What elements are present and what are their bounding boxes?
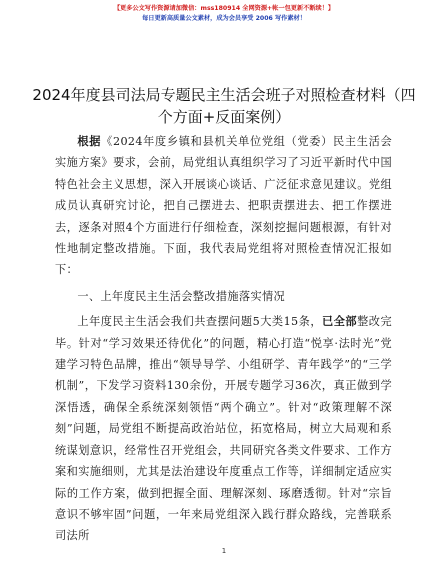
header-banner [0, 4, 448, 24]
section-heading: 一、上年度民主生活会整改措施落实情况 [77, 289, 286, 303]
document-title: 2024年度县司法局专题民主生活会班子对照检查材料（四个方面+反面案例） [32, 86, 416, 126]
intro-paragraph [55, 131, 392, 281]
banner-line-2: 每日更新高质量公文素材，成为会员享受 2006 写作素材！ [142, 15, 306, 22]
page-number: 1 [221, 547, 227, 555]
section-paragraph-bold: 已全部 [322, 314, 358, 329]
intro-text: 《2024年度乡镇和县机关单位党组（党委）民主生活会实施方案》要求，会前，局党组认真组织学习了习近平新时代中国特色社会主义思想，深入开展谈心谈话、广泛征求意见建议。党组成员认真研究讨论，把自己摆进去、把职责摆进去、把工作摆进去，逐条对照4个方面进行仔细检查，深刻挖掘问题根源，有针对性地制定整改措施。下面，我代表局党组将对照检查情况汇报如下： [55, 135, 392, 277]
section-paragraph [55, 311, 392, 546]
banner-line-1: 【更多公文写作资源请加微信：mss180914 全网资源+帐一包更新不断续！】 [113, 5, 335, 12]
section-paragraph-pre: 上年度民主生活会我们共查摆问题5大类15条， [77, 315, 323, 329]
section-paragraph-post: 整改完毕。针对“学习效果还待优化”的问题，精心打造“悦享·法时光”党建学习特色品牌，推出“领导导学、小组研学、青年践学”的“三学机制”，下发学习资料130余份，开展专题学习36次，真正做到学深悟透，确保全系统深刻领悟“两个确立”。针对“政策理解不深刻”问题，局党组不断提高政治站位，拓宽格局，树立大局观和系统谋划意识，经常性召开党组会，共同研究各类文件要求、工作方案和实施细则，尤其是法治建设年度重点工作等，详细制定适应实际的工作方案，做到把握全面、理解深刻、琢磨透彻。针对“宗旨意识不够牢固”问题，一年来局党组深入践行群众路线，完善联系司法所 [55, 315, 392, 543]
document-body [55, 131, 392, 547]
intro-lead: 根据 [77, 134, 102, 148]
